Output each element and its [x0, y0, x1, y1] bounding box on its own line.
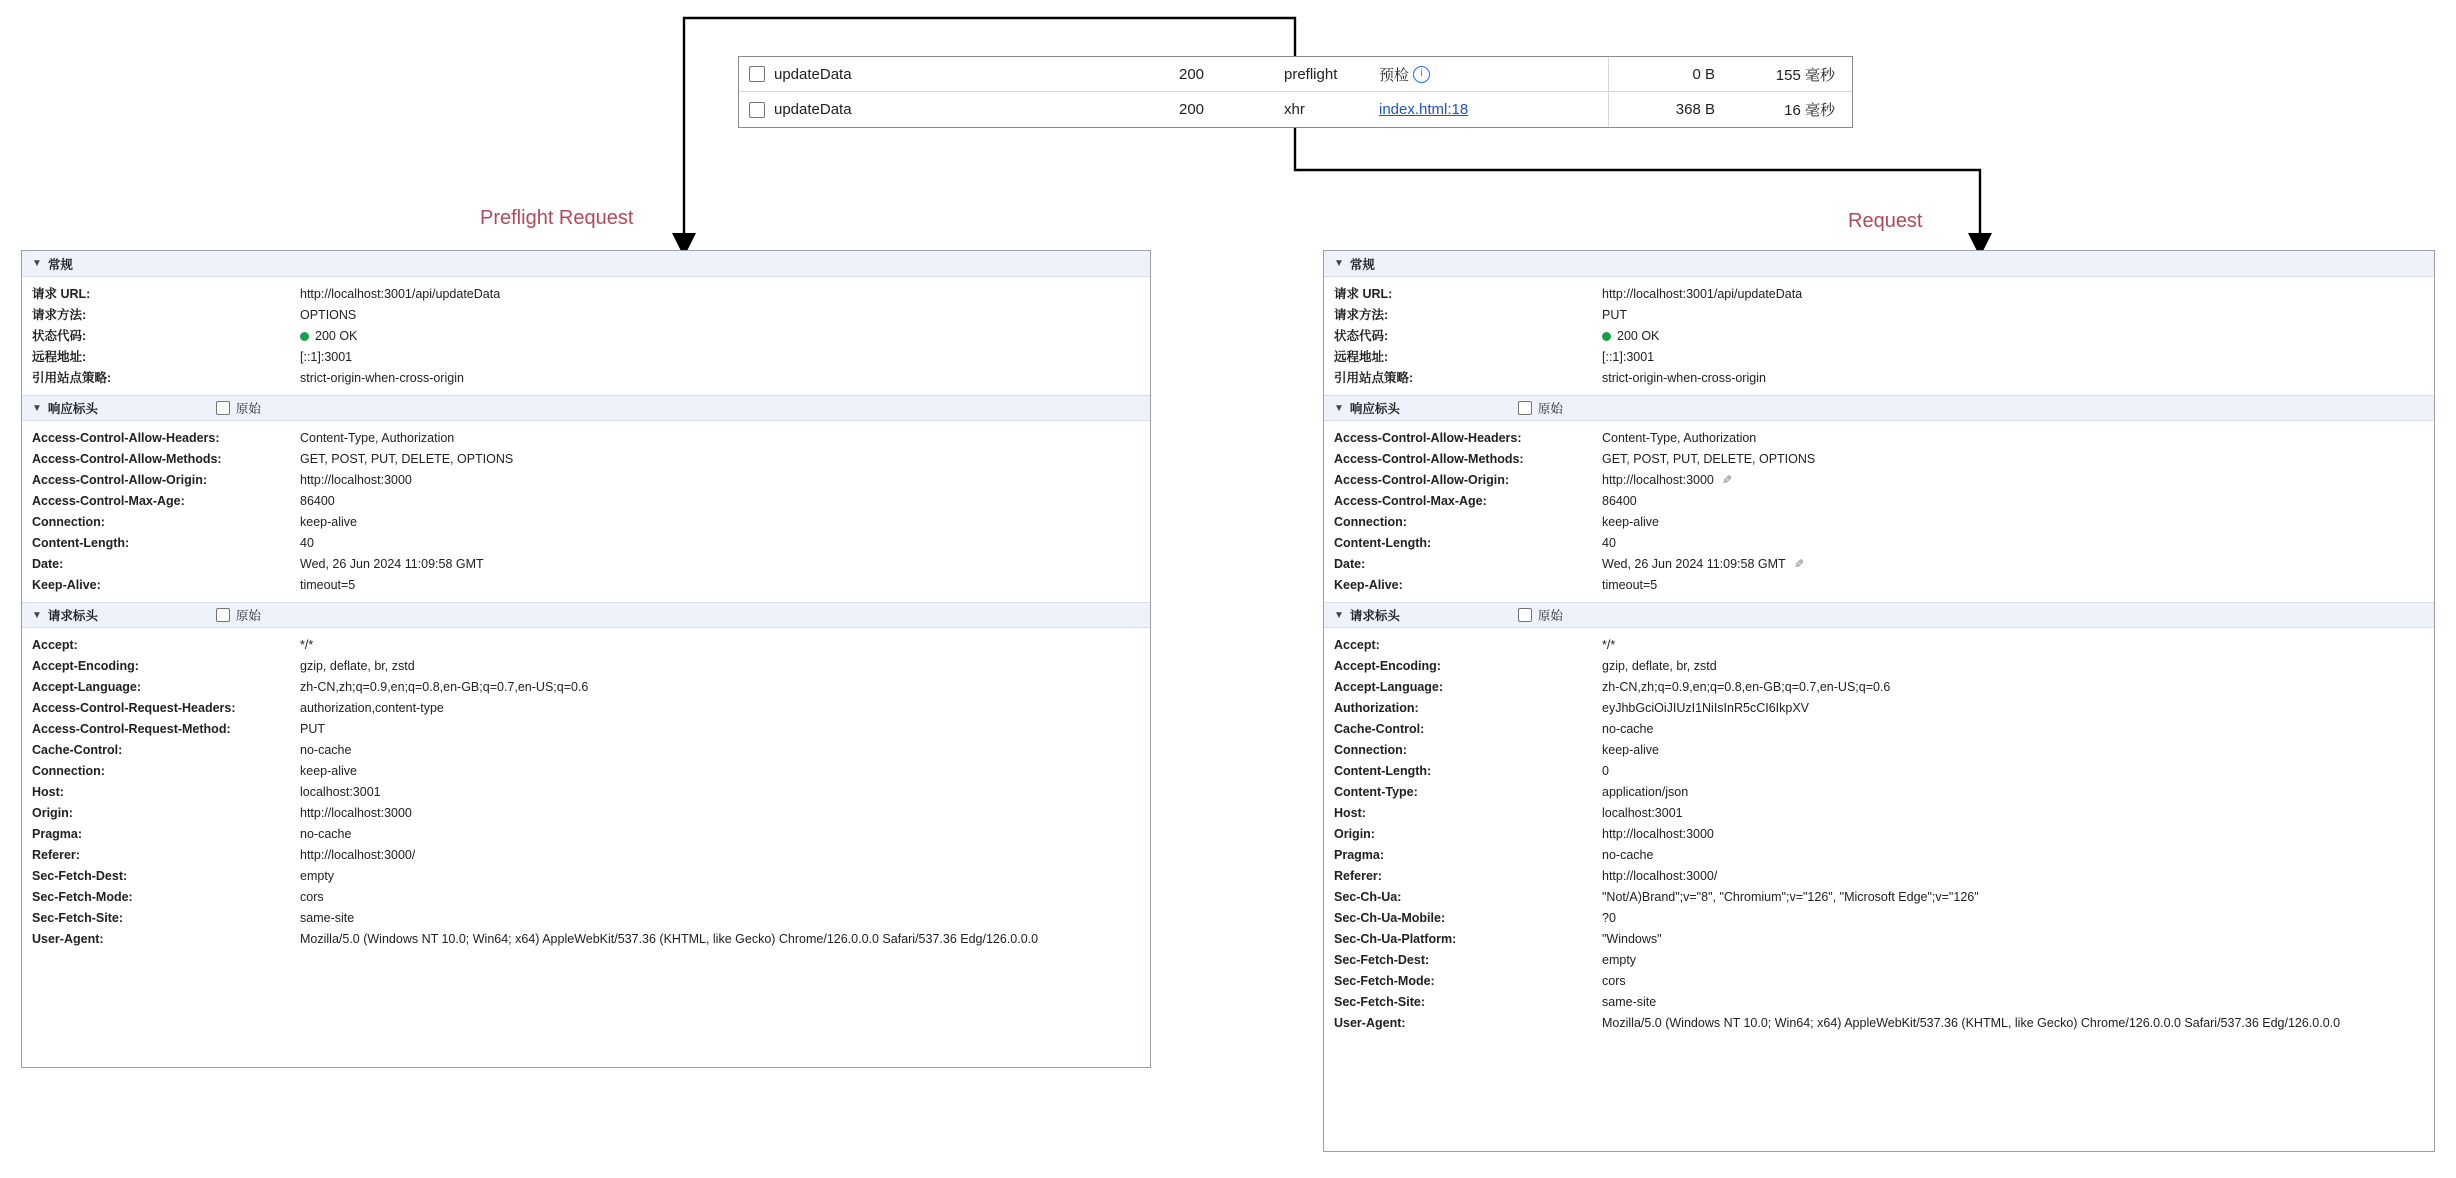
- list-item: [1324, 929, 2434, 950]
- row-key: Sec-Fetch-Site:: [1334, 995, 1425, 1009]
- section-title: 响应标头: [1349, 402, 1400, 416]
- list-item: [1324, 887, 2434, 908]
- row-key: Host:: [32, 785, 64, 799]
- section-title: 请求标头: [1349, 609, 1400, 623]
- row-value: keep-alive: [300, 764, 357, 778]
- row-value: strict-origin-when-cross-origin: [1602, 371, 1766, 385]
- row-value: 40: [300, 536, 314, 550]
- row-value: keep-alive: [300, 515, 357, 529]
- row-value: http://localhost:3000/: [300, 848, 416, 862]
- chevron-down-icon: ▼: [1334, 402, 1344, 414]
- request-name: updateData: [774, 65, 852, 83]
- list-item: [22, 719, 1150, 740]
- request-type: xhr: [1284, 101, 1305, 118]
- row-value: cors: [1602, 974, 1626, 988]
- row-value: keep-alive: [1602, 743, 1659, 757]
- row-value: [::1]:3001: [300, 350, 353, 364]
- row-key: Pragma:: [32, 827, 83, 841]
- list-item: [1324, 305, 2434, 326]
- row-value: OPTIONS: [300, 308, 357, 322]
- row-key: Access-Control-Allow-Origin:: [1334, 473, 1510, 487]
- list-item: [22, 284, 1150, 305]
- raw-toggle[interactable]: [1518, 606, 1563, 624]
- list-item: [22, 428, 1150, 449]
- request-size: 368 B: [1675, 101, 1715, 118]
- general-list: [1324, 277, 2434, 395]
- raw-toggle[interactable]: [1518, 399, 1563, 417]
- request-name: updateData: [774, 101, 852, 118]
- row-value: ?0: [1602, 911, 1616, 925]
- list-item: [1324, 950, 2434, 971]
- row-value: timeout=5: [300, 578, 356, 592]
- row-key: 请求方法:: [32, 308, 87, 322]
- row-value: strict-origin-when-cross-origin: [300, 371, 464, 385]
- row-key: Access-Control-Allow-Headers:: [1334, 431, 1522, 445]
- list-item: [22, 554, 1150, 575]
- request-time: 155 毫秒: [1775, 66, 1835, 84]
- list-item: [22, 575, 1150, 596]
- row-key: Content-Length:: [1334, 536, 1432, 550]
- row-value-text: Wed, 26 Jun 2024 11:09:58 GMT: [1602, 557, 1786, 571]
- row-key: 引用站点策略:: [1334, 371, 1414, 385]
- row-key: Access-Control-Allow-Headers:: [32, 431, 220, 445]
- list-item: [22, 635, 1150, 656]
- list-item: [22, 740, 1150, 761]
- row-value: same-site: [300, 911, 355, 925]
- edit-pencil-icon[interactable]: ✎: [1793, 557, 1804, 571]
- row-key: Origin:: [1334, 827, 1375, 841]
- row-checkbox[interactable]: [749, 66, 765, 82]
- row-value: http://localhost:3000/: [1602, 869, 1718, 883]
- row-key: Authorization:: [1334, 701, 1419, 715]
- list-item: [1324, 656, 2434, 677]
- row-key: Sec-Fetch-Mode:: [1334, 974, 1435, 988]
- raw-checkbox[interactable]: [216, 608, 230, 622]
- list-item: [1324, 845, 2434, 866]
- row-value: 0: [1602, 764, 1609, 778]
- list-item: [1324, 368, 2434, 389]
- raw-label: 原始: [235, 402, 261, 416]
- row-value: [1602, 554, 1804, 575]
- list-item: [1324, 677, 2434, 698]
- list-item: [22, 470, 1150, 491]
- section-title: 请求标头: [47, 609, 98, 623]
- row-value: authorization,content-type: [300, 701, 444, 715]
- request-name-cell: [739, 57, 1169, 91]
- row-key: Host:: [1334, 806, 1366, 820]
- row-key: 远程地址:: [32, 350, 87, 364]
- row-key: Date:: [32, 557, 64, 571]
- row-value: gzip, deflate, br, zstd: [1602, 659, 1717, 673]
- list-item: [22, 449, 1150, 470]
- row-value-status: [1602, 326, 1659, 347]
- chevron-down-icon: ▼: [1334, 609, 1344, 621]
- row-value: timeout=5: [1602, 578, 1658, 592]
- list-item: [1324, 449, 2434, 470]
- row-key: 请求 URL:: [1334, 287, 1393, 301]
- row-value: [::1]:3001: [1602, 350, 1655, 364]
- row-value: GET, POST, PUT, DELETE, OPTIONS: [1602, 452, 1816, 466]
- section-header-general[interactable]: [22, 251, 1150, 277]
- chevron-down-icon: ▼: [1334, 258, 1344, 269]
- initiator-link[interactable]: index.html:18: [1379, 101, 1469, 118]
- row-value: http://localhost:3001/api/updateData: [1602, 287, 1803, 301]
- row-key: User-Agent:: [1334, 1016, 1406, 1030]
- row-key: Sec-Fetch-Dest:: [32, 869, 128, 883]
- list-item: [1324, 575, 2434, 596]
- row-key: Content-Length:: [1334, 764, 1432, 778]
- row-value: PUT: [1602, 308, 1627, 322]
- row-value: "Windows": [1602, 932, 1662, 946]
- row-key: Connection:: [1334, 515, 1407, 529]
- section-header-general[interactable]: [1324, 251, 2434, 277]
- row-value: Wed, 26 Jun 2024 11:09:58 GMT: [300, 557, 484, 571]
- section-title: 响应标头: [47, 402, 98, 416]
- row-key: Date:: [1334, 557, 1366, 571]
- list-item: [22, 698, 1150, 719]
- list-item: [22, 656, 1150, 677]
- raw-toggle[interactable]: [216, 606, 261, 624]
- network-request-list: [738, 56, 1853, 128]
- list-item: [22, 512, 1150, 533]
- row-key: Cache-Control:: [32, 743, 123, 757]
- status-ok-icon: [1602, 332, 1611, 341]
- row-key: Pragma:: [1334, 848, 1385, 862]
- row-key: Sec-Fetch-Mode:: [32, 890, 133, 904]
- section-header-request-headers[interactable]: [1324, 602, 2434, 628]
- annotation-request-label: Request: [1848, 210, 1923, 232]
- row-value: Content-Type, Authorization: [300, 431, 455, 445]
- list-item: [22, 533, 1150, 554]
- table-row[interactable]: [739, 57, 1852, 92]
- section-title: 常规: [47, 257, 73, 272]
- list-item: [1324, 347, 2434, 368]
- row-value: */*: [300, 638, 314, 652]
- request-time: 16 毫秒: [1784, 102, 1835, 119]
- row-value: eyJhbGciOiJIUzI1NiIsInR5cCI6IkpXV: [1602, 701, 1810, 715]
- row-value: http://localhost:3001/api/updateData: [300, 287, 501, 301]
- row-value: Mozilla/5.0 (Windows NT 10.0; Win64; x64) AppleWebKit/537.36 (KHTML, like Gecko) Chrome/126.0.0.0 Safari/537.36 Edg/126.0.0.0: [300, 932, 1039, 946]
- list-item: [1324, 491, 2434, 512]
- list-item: [22, 347, 1150, 368]
- table-row[interactable]: [739, 92, 1852, 127]
- row-key: Sec-Fetch-Dest:: [1334, 953, 1430, 967]
- info-icon[interactable]: i: [1413, 66, 1430, 83]
- row-value: http://localhost:3000: [1602, 827, 1714, 841]
- status-text: 200 OK: [1617, 329, 1660, 343]
- row-key: Content-Type:: [1334, 785, 1418, 799]
- list-item: [1324, 992, 2434, 1013]
- list-item: [1324, 326, 2434, 347]
- general-list: [22, 277, 1150, 395]
- list-item: [22, 326, 1150, 347]
- row-value: no-cache: [300, 827, 352, 841]
- row-key: Origin:: [32, 806, 73, 820]
- row-key: Connection:: [32, 764, 105, 778]
- request-name-cell: [739, 92, 1169, 127]
- row-value: [1602, 470, 1732, 491]
- raw-checkbox[interactable]: [1518, 401, 1532, 415]
- list-item: [22, 368, 1150, 389]
- edit-pencil-icon[interactable]: ✎: [1721, 473, 1732, 487]
- row-value: no-cache: [1602, 848, 1654, 862]
- list-item: [1324, 512, 2434, 533]
- status-text: 200 OK: [315, 329, 358, 343]
- response-headers-list: [22, 421, 1150, 602]
- list-item: [1324, 782, 2434, 803]
- list-item: [1324, 470, 2434, 491]
- list-item: [22, 491, 1150, 512]
- row-key: Accept:: [1334, 638, 1380, 652]
- list-item: [1324, 719, 2434, 740]
- list-item: [1324, 533, 2434, 554]
- raw-label: 原始: [1537, 402, 1563, 416]
- request-initiator: 预检: [1379, 66, 1410, 84]
- row-key: Referer:: [1334, 869, 1382, 883]
- row-value: 40: [1602, 536, 1616, 550]
- request-details-panel: [1323, 250, 2435, 1152]
- request-status: 200: [1179, 101, 1205, 118]
- row-value: no-cache: [300, 743, 352, 757]
- row-key: Cache-Control:: [1334, 722, 1425, 736]
- row-value-status: [300, 326, 357, 347]
- row-value: same-site: [1602, 995, 1657, 1009]
- request-headers-list: [1324, 628, 2434, 1040]
- section-header-response-headers[interactable]: [1324, 395, 2434, 421]
- row-key: Access-Control-Allow-Methods:: [1334, 452, 1524, 466]
- annotation-preflight-label: Preflight Request: [480, 207, 634, 229]
- row-key: Access-Control-Allow-Origin:: [32, 473, 208, 487]
- row-value: localhost:3001: [300, 785, 381, 799]
- raw-checkbox[interactable]: [216, 401, 230, 415]
- row-key: Referer:: [32, 848, 80, 862]
- list-item: [1324, 554, 2434, 575]
- list-item: [22, 845, 1150, 866]
- row-value: GET, POST, PUT, DELETE, OPTIONS: [300, 452, 514, 466]
- row-value: "Not/A)Brand";v="8", "Chromium";v="126", "Microsoft Edge";v="126": [1602, 890, 1979, 904]
- row-value: http://localhost:3000: [300, 473, 412, 487]
- row-value: PUT: [300, 722, 325, 736]
- row-value: 86400: [1602, 494, 1637, 508]
- raw-checkbox[interactable]: [1518, 608, 1532, 622]
- row-key: Accept-Encoding:: [1334, 659, 1441, 673]
- response-headers-list: [1324, 421, 2434, 602]
- row-value: http://localhost:3000: [300, 806, 412, 820]
- row-key: 状态代码:: [1334, 329, 1389, 343]
- row-key: 请求方法:: [1334, 308, 1389, 322]
- row-value: keep-alive: [1602, 515, 1659, 529]
- request-size: 0 B: [1692, 65, 1715, 83]
- row-key: Access-Control-Request-Method:: [32, 722, 231, 736]
- list-item: [22, 929, 1150, 950]
- row-key: Connection:: [32, 515, 105, 529]
- row-key: Sec-Ch-Ua-Mobile:: [1334, 911, 1446, 925]
- row-key: Access-Control-Max-Age:: [1334, 494, 1487, 508]
- chevron-down-icon: ▼: [32, 402, 42, 414]
- list-item: [22, 677, 1150, 698]
- list-item: [1324, 908, 2434, 929]
- raw-label: 原始: [235, 609, 261, 623]
- section-header-request-headers[interactable]: [22, 602, 1150, 628]
- raw-label: 原始: [1537, 609, 1563, 623]
- row-key: Accept-Language:: [1334, 680, 1444, 694]
- row-key: Keep-Alive:: [32, 578, 101, 592]
- row-value: application/json: [1602, 785, 1689, 799]
- row-checkbox[interactable]: [749, 102, 765, 118]
- list-item: [1324, 971, 2434, 992]
- request-initiator-cell: [1369, 92, 1609, 127]
- row-key: Sec-Ch-Ua-Platform:: [1334, 932, 1457, 946]
- list-item: [22, 824, 1150, 845]
- row-value: no-cache: [1602, 722, 1654, 736]
- preflight-details-panel: [21, 250, 1151, 1068]
- row-key: Keep-Alive:: [1334, 578, 1403, 592]
- row-key: Content-Length:: [32, 536, 130, 550]
- raw-toggle[interactable]: [216, 399, 261, 417]
- request-status: 200: [1179, 65, 1205, 83]
- row-value: Mozilla/5.0 (Windows NT 10.0; Win64; x64) AppleWebKit/537.36 (KHTML, like Gecko) Chrome/126.0.0.0 Safari/537.36 Edg/126.0.0.0: [1602, 1016, 2341, 1030]
- list-item: [1324, 761, 2434, 782]
- row-value: gzip, deflate, br, zstd: [300, 659, 415, 673]
- row-key: 请求 URL:: [32, 287, 91, 301]
- row-key: 引用站点策略:: [32, 371, 112, 385]
- request-type: preflight: [1284, 65, 1338, 83]
- section-title: 常规: [1349, 257, 1375, 272]
- row-value: cors: [300, 890, 324, 904]
- section-header-response-headers[interactable]: [22, 395, 1150, 421]
- row-key: Sec-Fetch-Site:: [32, 911, 123, 925]
- row-value: zh-CN,zh;q=0.9,en;q=0.8,en-GB;q=0.7,en-US;q=0.6: [1602, 680, 1891, 694]
- row-value: Content-Type, Authorization: [1602, 431, 1757, 445]
- row-key: Connection:: [1334, 743, 1407, 757]
- list-item: [22, 866, 1150, 887]
- row-value: empty: [300, 869, 335, 883]
- list-item: [22, 908, 1150, 929]
- list-item: [1324, 1013, 2434, 1034]
- row-key: 远程地址:: [1334, 350, 1389, 364]
- list-item: [1324, 824, 2434, 845]
- chevron-down-icon: ▼: [32, 609, 42, 621]
- row-key: Access-Control-Allow-Methods:: [32, 452, 222, 466]
- list-item: [1324, 635, 2434, 656]
- row-value: zh-CN,zh;q=0.9,en;q=0.8,en-GB;q=0.7,en-US;q=0.6: [300, 680, 589, 694]
- status-ok-icon: [300, 332, 309, 341]
- list-item: [22, 803, 1150, 824]
- list-item: [22, 782, 1150, 803]
- chevron-down-icon: ▼: [32, 258, 42, 269]
- row-value: 86400: [300, 494, 335, 508]
- list-item: [22, 887, 1150, 908]
- list-item: [1324, 866, 2434, 887]
- row-key: Sec-Ch-Ua:: [1334, 890, 1402, 904]
- row-value: */*: [1602, 638, 1616, 652]
- list-item: [1324, 740, 2434, 761]
- request-initiator-cell: [1369, 57, 1609, 91]
- row-value: localhost:3001: [1602, 806, 1683, 820]
- row-key: Access-Control-Max-Age:: [32, 494, 185, 508]
- row-value: empty: [1602, 953, 1637, 967]
- row-value-text: http://localhost:3000: [1602, 473, 1714, 487]
- list-item: [22, 305, 1150, 326]
- list-item: [1324, 803, 2434, 824]
- list-item: [22, 761, 1150, 782]
- row-key: Accept:: [32, 638, 78, 652]
- list-item: [1324, 284, 2434, 305]
- request-headers-list: [22, 628, 1150, 956]
- row-key: Accept-Encoding:: [32, 659, 139, 673]
- list-item: [1324, 428, 2434, 449]
- row-key: Access-Control-Request-Headers:: [32, 701, 236, 715]
- row-key: User-Agent:: [32, 932, 104, 946]
- row-key: Accept-Language:: [32, 680, 142, 694]
- row-key: 状态代码:: [32, 329, 87, 343]
- list-item: [1324, 698, 2434, 719]
